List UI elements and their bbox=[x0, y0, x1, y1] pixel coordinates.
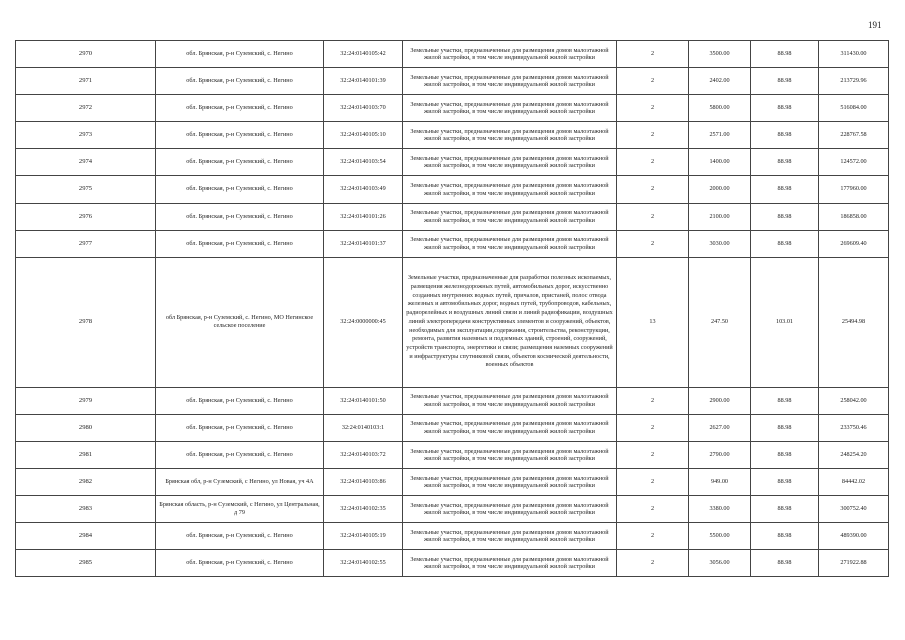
group-cell: 2 bbox=[617, 387, 689, 414]
cadastral-value-cell: 84442.02 bbox=[819, 469, 889, 496]
cadastral-number-cell: 32:24:0140103:54 bbox=[324, 149, 403, 176]
address-cell: обл Брянская, р-н Суземский, с. Негино, МО Негинское сельское поселение bbox=[156, 257, 324, 387]
rate-cell: 88.98 bbox=[751, 414, 819, 441]
address-cell: обл. Брянская, р-н Суземский, с. Негино bbox=[156, 550, 324, 577]
row-number-cell: 2978 bbox=[16, 257, 156, 387]
rate-cell: 88.98 bbox=[751, 41, 819, 68]
rate-cell: 88.98 bbox=[751, 496, 819, 523]
land-use-cell: Земельные участки, предназначенные для размещения домов малоэтажной жилой застройки, в том числе индивидуальной жилой застройки bbox=[403, 387, 617, 414]
land-use-cell: Земельные участки, предназначенные для разработки полезных ископаемых, размещения железнодорожных путей, автомобильных дорог, искусственно созданных внутренних водных путей, причалов, пристаней, полос отвода железных и автомобильных дорог, водных путей, трубопроводов, кабельных, радиорелейных и воздушных линий связи и линий радиофикации, воздушных линий электропередачи конструктивных элементов и сооружений, объектов, необходимых для эксплуатации,содержания, строительства, реконструкции, ремонта, развития наземных и подземных зданий, строений, сооружений, устройств транспорта, энергетики и связи; размещения наземных сооружений и инфраструктуры спутниковой связи, объектов космической деятельности, военных объектов bbox=[403, 257, 617, 387]
group-cell: 2 bbox=[617, 95, 689, 122]
address-cell: обл. Брянская, р-н Суземский, с. Негино bbox=[156, 203, 324, 230]
area-cell: 2627.00 bbox=[689, 414, 751, 441]
cadastral-value-cell: 177960.00 bbox=[819, 176, 889, 203]
land-use-cell: Земельные участки, предназначенные для размещения домов малоэтажной жилой застройки, в том числе индивидуальной жилой застройки bbox=[403, 496, 617, 523]
land-use-cell: Земельные участки, предназначенные для размещения домов малоэтажной жилой застройки, в том числе индивидуальной жилой застройки bbox=[403, 122, 617, 149]
rate-cell: 103.01 bbox=[751, 257, 819, 387]
land-registry-table bbox=[15, 40, 889, 577]
row-number-cell: 2979 bbox=[16, 387, 156, 414]
rate-cell: 88.98 bbox=[751, 122, 819, 149]
area-cell: 2402.00 bbox=[689, 68, 751, 95]
table-row bbox=[16, 414, 889, 441]
table-row bbox=[16, 149, 889, 176]
area-cell: 5500.00 bbox=[689, 523, 751, 550]
land-use-cell: Земельные участки, предназначенные для размещения домов малоэтажной жилой застройки, в том числе индивидуальной жилой застройки bbox=[403, 149, 617, 176]
table-row bbox=[16, 68, 889, 95]
area-cell: 3056.00 bbox=[689, 550, 751, 577]
table-row bbox=[16, 441, 889, 468]
page-number: 191 bbox=[868, 20, 882, 30]
cadastral-value-cell: 489390.00 bbox=[819, 523, 889, 550]
cadastral-value-cell: 25494.98 bbox=[819, 257, 889, 387]
rate-cell: 88.98 bbox=[751, 387, 819, 414]
land-use-cell: Земельные участки, предназначенные для размещения домов малоэтажной жилой застройки, в том числе индивидуальной жилой застройки bbox=[403, 68, 617, 95]
cadastral-number-cell: 32:24:0140103:49 bbox=[324, 176, 403, 203]
land-use-cell: Земельные участки, предназначенные для размещения домов малоэтажной жилой застройки, в том числе индивидуальной жилой застройки bbox=[403, 441, 617, 468]
address-cell: обл. Брянская, р-н Суземский, с. Негино bbox=[156, 523, 324, 550]
rate-cell: 88.98 bbox=[751, 68, 819, 95]
row-number-cell: 2984 bbox=[16, 523, 156, 550]
table-row bbox=[16, 257, 889, 387]
area-cell: 1400.00 bbox=[689, 149, 751, 176]
table-row bbox=[16, 122, 889, 149]
area-cell: 2100.00 bbox=[689, 203, 751, 230]
cadastral-value-cell: 124572.00 bbox=[819, 149, 889, 176]
cadastral-number-cell: 32:24:0140101:37 bbox=[324, 230, 403, 257]
rate-cell: 88.98 bbox=[751, 95, 819, 122]
group-cell: 2 bbox=[617, 414, 689, 441]
address-cell: обл. Брянская, р-н Суземский, с. Негино bbox=[156, 68, 324, 95]
group-cell: 2 bbox=[617, 203, 689, 230]
address-cell: Брянская обл, р-н Суземский, с Негино, ул Новая, уч 4А bbox=[156, 469, 324, 496]
cadastral-number-cell: 32:24:0140105:19 bbox=[324, 523, 403, 550]
cadastral-number-cell: 32:24:0140105:42 bbox=[324, 41, 403, 68]
cadastral-value-cell: 186858.00 bbox=[819, 203, 889, 230]
cadastral-number-cell: 32:24:0140103:1 bbox=[324, 414, 403, 441]
land-use-cell: Земельные участки, предназначенные для размещения домов малоэтажной жилой застройки, в том числе индивидуальной жилой застройки bbox=[403, 203, 617, 230]
area-cell: 3500.00 bbox=[689, 41, 751, 68]
group-cell: 2 bbox=[617, 496, 689, 523]
area-cell: 2000.00 bbox=[689, 176, 751, 203]
table-row bbox=[16, 95, 889, 122]
group-cell: 2 bbox=[617, 550, 689, 577]
area-cell: 3030.00 bbox=[689, 230, 751, 257]
address-cell: обл. Брянская, р-н Суземский, с. Негино bbox=[156, 230, 324, 257]
cadastral-value-cell: 233750.46 bbox=[819, 414, 889, 441]
cadastral-number-cell: 32:24:0140103:86 bbox=[324, 469, 403, 496]
group-cell: 2 bbox=[617, 523, 689, 550]
cadastral-number-cell: 32:24:0140105:10 bbox=[324, 122, 403, 149]
cadastral-number-cell: 32:24:0140101:26 bbox=[324, 203, 403, 230]
cadastral-number-cell: 32:24:0140103:70 bbox=[324, 95, 403, 122]
area-cell: 5800.00 bbox=[689, 95, 751, 122]
land-use-cell: Земельные участки, предназначенные для размещения домов малоэтажной жилой застройки, в том числе индивидуальной жилой застройки bbox=[403, 95, 617, 122]
address-cell: обл. Брянская, р-н Суземский, с. Негино bbox=[156, 41, 324, 68]
rate-cell: 88.98 bbox=[751, 203, 819, 230]
area-cell: 949.00 bbox=[689, 469, 751, 496]
row-number-cell: 2977 bbox=[16, 230, 156, 257]
area-cell: 2900.00 bbox=[689, 387, 751, 414]
land-use-cell: Земельные участки, предназначенные для размещения домов малоэтажной жилой застройки, в том числе индивидуальной жилой застройки bbox=[403, 41, 617, 68]
rate-cell: 88.98 bbox=[751, 149, 819, 176]
row-number-cell: 2976 bbox=[16, 203, 156, 230]
address-cell: обл. Брянская, р-н Суземский, с. Негино bbox=[156, 414, 324, 441]
address-cell: обл. Брянская, р-н Суземский, с. Негино bbox=[156, 149, 324, 176]
rate-cell: 88.98 bbox=[751, 523, 819, 550]
table-row bbox=[16, 496, 889, 523]
address-cell: Брянская область, р-н Суземский, с Негино, ул Центральная, д 79 bbox=[156, 496, 324, 523]
land-use-cell: Земельные участки, предназначенные для размещения домов малоэтажной жилой застройки, в том числе индивидуальной жилой застройки bbox=[403, 230, 617, 257]
row-number-cell: 2980 bbox=[16, 414, 156, 441]
row-number-cell: 2972 bbox=[16, 95, 156, 122]
cadastral-value-cell: 516084.00 bbox=[819, 95, 889, 122]
rate-cell: 88.98 bbox=[751, 550, 819, 577]
table-body bbox=[16, 41, 889, 577]
address-cell: обл. Брянская, р-н Суземский, с. Негино bbox=[156, 441, 324, 468]
group-cell: 2 bbox=[617, 441, 689, 468]
cadastral-value-cell: 228767.58 bbox=[819, 122, 889, 149]
cadastral-number-cell: 32:24:0140101:50 bbox=[324, 387, 403, 414]
land-use-cell: Земельные участки, предназначенные для размещения домов малоэтажной жилой застройки, в том числе индивидуальной жилой застройки bbox=[403, 176, 617, 203]
group-cell: 2 bbox=[617, 176, 689, 203]
cadastral-value-cell: 311430.00 bbox=[819, 41, 889, 68]
group-cell: 2 bbox=[617, 149, 689, 176]
group-cell: 2 bbox=[617, 68, 689, 95]
rate-cell: 88.98 bbox=[751, 469, 819, 496]
table-row bbox=[16, 523, 889, 550]
group-cell: 2 bbox=[617, 469, 689, 496]
group-cell: 2 bbox=[617, 230, 689, 257]
group-cell: 13 bbox=[617, 257, 689, 387]
row-number-cell: 2975 bbox=[16, 176, 156, 203]
address-cell: обл. Брянская, р-н Суземский, с. Негино bbox=[156, 122, 324, 149]
table-row bbox=[16, 550, 889, 577]
row-number-cell: 2973 bbox=[16, 122, 156, 149]
cadastral-number-cell: 32:24:0140103:72 bbox=[324, 441, 403, 468]
address-cell: обл. Брянская, р-н Суземский, с. Негино bbox=[156, 176, 324, 203]
row-number-cell: 2985 bbox=[16, 550, 156, 577]
row-number-cell: 2971 bbox=[16, 68, 156, 95]
area-cell: 247.50 bbox=[689, 257, 751, 387]
cadastral-value-cell: 258042.00 bbox=[819, 387, 889, 414]
row-number-cell: 2970 bbox=[16, 41, 156, 68]
table-row bbox=[16, 41, 889, 68]
table-row bbox=[16, 203, 889, 230]
table-row bbox=[16, 230, 889, 257]
cadastral-number-cell: 32:24:0140102:55 bbox=[324, 550, 403, 577]
cadastral-value-cell: 271922.88 bbox=[819, 550, 889, 577]
table-row bbox=[16, 387, 889, 414]
table-row bbox=[16, 176, 889, 203]
cadastral-number-cell: 32:24:0140101:39 bbox=[324, 68, 403, 95]
land-use-cell: Земельные участки, предназначенные для размещения домов малоэтажной жилой застройки, в том числе индивидуальной жилой застройки bbox=[403, 523, 617, 550]
land-use-cell: Земельные участки, предназначенные для размещения домов малоэтажной жилой застройки, в том числе индивидуальной жилой застройки bbox=[403, 414, 617, 441]
address-cell: обл. Брянская, р-н Суземский, с. Негино bbox=[156, 95, 324, 122]
area-cell: 3380.00 bbox=[689, 496, 751, 523]
rate-cell: 88.98 bbox=[751, 230, 819, 257]
row-number-cell: 2974 bbox=[16, 149, 156, 176]
area-cell: 2571.00 bbox=[689, 122, 751, 149]
rate-cell: 88.98 bbox=[751, 176, 819, 203]
row-number-cell: 2983 bbox=[16, 496, 156, 523]
cadastral-value-cell: 213729.96 bbox=[819, 68, 889, 95]
land-use-cell: Земельные участки, предназначенные для размещения домов малоэтажной жилой застройки, в том числе индивидуальной жилой застройки bbox=[403, 469, 617, 496]
cadastral-value-cell: 248254.20 bbox=[819, 441, 889, 468]
rate-cell: 88.98 bbox=[751, 441, 819, 468]
group-cell: 2 bbox=[617, 41, 689, 68]
cadastral-value-cell: 300752.40 bbox=[819, 496, 889, 523]
cadastral-number-cell: 32:24:0000000:45 bbox=[324, 257, 403, 387]
cadastral-value-cell: 269609.40 bbox=[819, 230, 889, 257]
area-cell: 2790.00 bbox=[689, 441, 751, 468]
cadastral-number-cell: 32:24:0140102:35 bbox=[324, 496, 403, 523]
group-cell: 2 bbox=[617, 122, 689, 149]
land-use-cell: Земельные участки, предназначенные для размещения домов малоэтажной жилой застройки, в том числе индивидуальной жилой застройки bbox=[403, 550, 617, 577]
row-number-cell: 2981 bbox=[16, 441, 156, 468]
row-number-cell: 2982 bbox=[16, 469, 156, 496]
address-cell: обл. Брянская, р-н Суземский, с. Негино bbox=[156, 387, 324, 414]
table-row bbox=[16, 469, 889, 496]
